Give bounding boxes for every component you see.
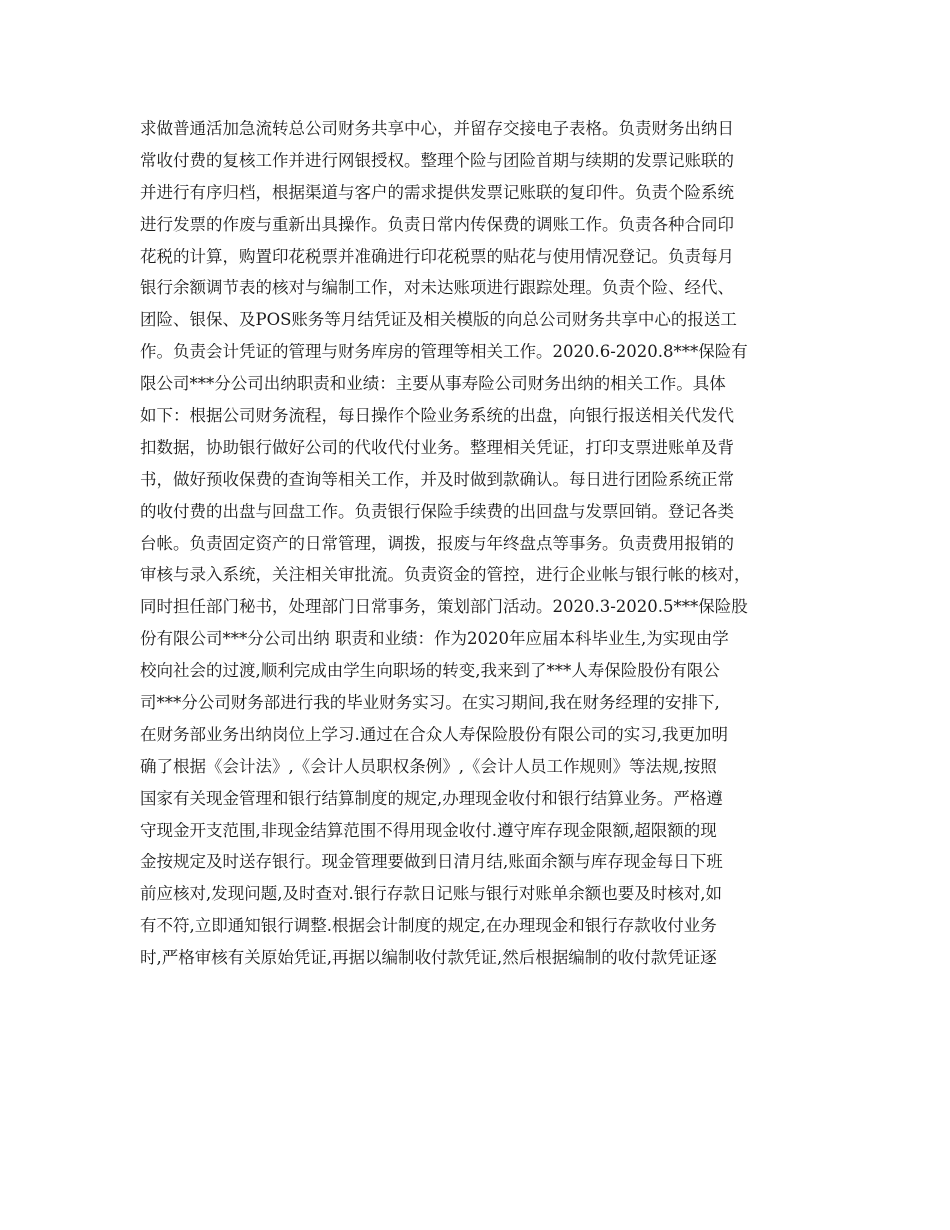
text-line: 求做普通活加急流转总公司财务共享中心，并留存交接电子表格。负责财务出纳日	[140, 119, 734, 138]
text-line: 审核与录入系统，关注相关审批流。负责资金的管控，进行企业帐与银行帐的核对，	[140, 565, 751, 585]
text-line: 时,严格审核有关原始凭证,再据以编制收付款凭证,然后根据编制的收付款凭证逐	[140, 948, 717, 968]
text-line: 在财务部业务出纳岗位上学习.通过在合众人寿保险股份有限公司的实习,我更加明	[140, 724, 728, 744]
text-line: 守现金开支范围,非现金结算范围不得用现金收付.遵守库存现金限额,超限额的现	[140, 820, 717, 840]
text-line: 同时担任部门秘书，处理部门日常事务，策划部门活动。2020.3-2020.5***保险股	[140, 597, 748, 617]
text-line: 如下：根据公司财务流程，每日操作个险业务系统的出盘，向银行报送相关代发代	[140, 406, 734, 426]
text-line: 确了根据《会计法》,《会计人员职权条例》,《会计人员工作规则》等法规,按照	[140, 756, 717, 776]
text-line: 国家有关现金管理和银行结算制度的规定,办理现金收付和银行结算业务。严格遵	[140, 788, 723, 808]
text-line: 团险、银保、及POS账务等月结凭证及相关模版的向总公司财务共享中心的报送工	[140, 310, 737, 330]
text-line: 常收付费的复核工作并进行网银授权。整理个险与团险首期与续期的发票记账联的	[140, 150, 734, 170]
text-line: 份有限公司***分公司出纳 职责和业绩：作为2020年应届本科毕业生,为实现由学	[140, 629, 729, 649]
text-line: 银行余额调节表的核对与编制工作，对未达账项进行跟踪处理。负责个险、经代、	[140, 278, 734, 298]
text-line: 扣数据，协助银行做好公司的代收代付业务。整理相关凭证，打印支票进账单及背	[140, 437, 734, 457]
text-line: 校向社会的过渡,顺利完成由学生向职场的转变,我来到了***人寿保险股份有限公	[140, 661, 720, 681]
text-line: 司***分公司财务部进行我的毕业财务实习。在实习期间,我在财务经理的安排下,	[140, 693, 720, 713]
text-line: 的收付费的出盘与回盘工作。负责银行保险手续费的出回盘与发票回销。登记各类	[140, 501, 734, 521]
text-line: 金按规定及时送存银行。现金管理要做到日清月结,账面余额与库存现金每日下班	[140, 852, 723, 872]
text-line: 限公司***分公司出纳职责和业绩：主要从事寿险公司财务出纳的相关工作。具体	[140, 374, 726, 394]
text-line: 花税的计算，购置印花税票并准确进行印花税票的贴花与使用情况登记。负责每月	[140, 246, 734, 266]
body-text	[140, 113, 825, 974]
text-line: 并进行有序归档，根据渠道与客户的需求提供发票记账联的复印件。负责个险系统	[140, 182, 734, 202]
text-line: 书，做好预收保费的查询等相关工作，并及时做到款确认。每日进行团险系统正常	[140, 469, 734, 489]
text-line: 台帐。负责固定资产的日常管理，调拨，报废与年终盘点等事务。负责费用报销的	[140, 533, 734, 553]
text-line: 前应核对,发现问题,及时查对.银行存款日记账与银行对账单余额也要及时核对,如	[140, 884, 722, 904]
text-line: 作。负责会计凭证的管理与财务库房的管理等相关工作。2020.6-2020.8***保险有	[140, 342, 748, 362]
text-line: 进行发票的作废与重新出具操作。负责日常内传保费的调账工作。负责各种合同印	[140, 214, 734, 234]
text-line: 有不符,立即通知银行调整.根据会计制度的规定,在办理现金和银行存款收付业务	[140, 916, 717, 936]
